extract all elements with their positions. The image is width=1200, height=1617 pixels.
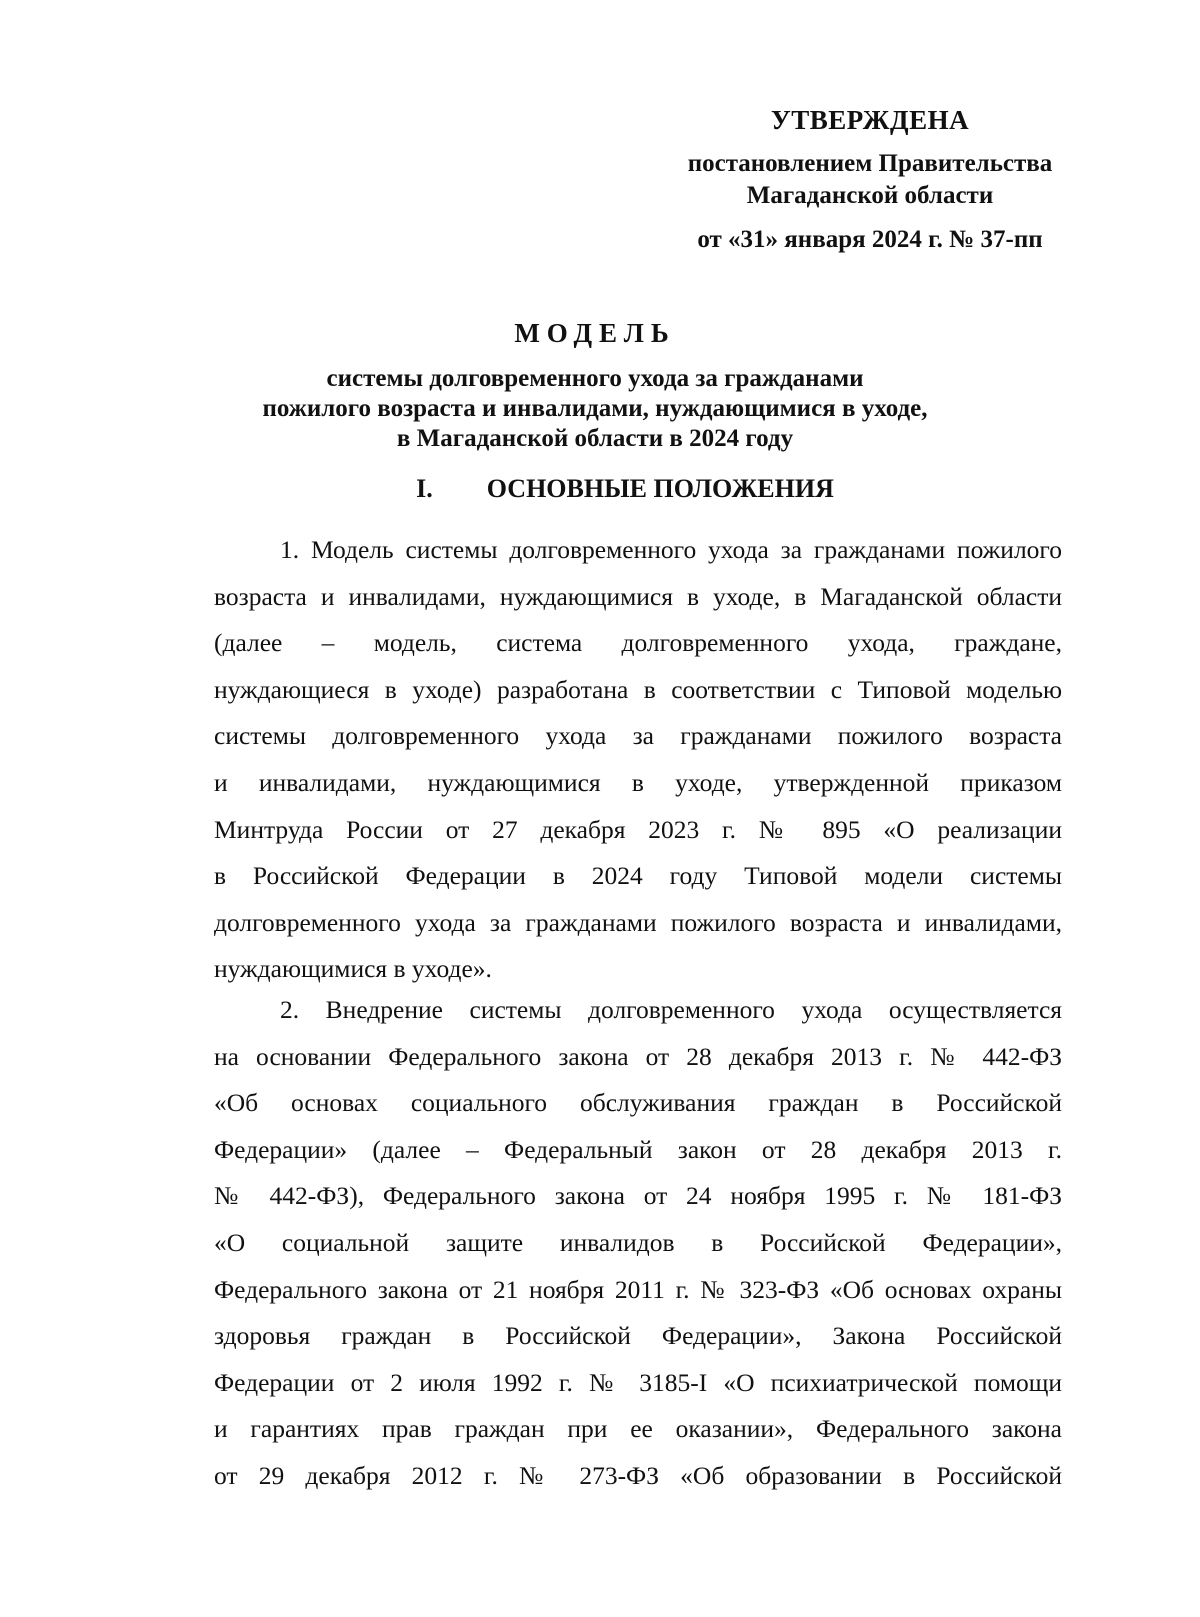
paragraph-line: Минтруда России от 27 декабря 2023 г. № 895 «О реализации xyxy=(214,814,1062,844)
paragraph-line: Федерального закона от 21 ноября 2011 г. № 323-ФЗ «Об основах охраны xyxy=(214,1274,1062,1304)
decree-reference: от «31» января 2024 г. № 37-пп xyxy=(697,226,1043,253)
paragraph-line: Федерации» (далее – Федеральный закон от 28 декабря 2013 г. xyxy=(214,1134,1062,1164)
title-model-word: МОДЕЛЬ xyxy=(514,318,676,348)
paragraph-line: в Российской Федерации в 2024 году Типовой модели системы xyxy=(214,861,1062,891)
paragraph-line: системы долговременного ухода за гражданами пожилого возраста xyxy=(214,721,1062,751)
document-title xyxy=(200,316,990,454)
paragraph-line: 2. Внедрение системы долговременного ухода осуществляется xyxy=(280,995,1062,1024)
paragraph-line: здоровья граждан в Российской Федерации», Закона Российской xyxy=(214,1321,1062,1351)
paragraph-line: (далее – модель, система долговременного ухода, граждане, xyxy=(214,628,1062,658)
paragraph-line: долговременного ухода за гражданами пожилого возраста и инвалидами, xyxy=(214,907,1062,937)
paragraph-line: и инвалидами, нуждающимися в уходе, утвержденной приказом xyxy=(214,767,1062,797)
paragraph-line: 1. Модель системы долговременного ухода за гражданами пожилого xyxy=(280,535,1062,564)
title-subtitle-line-3: в Магаданской области в 2024 году xyxy=(396,425,794,452)
approval-block xyxy=(660,104,1080,256)
paragraph-line: «О социальной защите инвалидов в Российской Федерации», xyxy=(214,1227,1062,1257)
paragraph-line: нуждающимися в уходе». xyxy=(214,954,492,984)
approval-stamp: УТВЕРЖДЕНА xyxy=(770,105,970,135)
approval-line-2: Магаданской области xyxy=(746,182,994,209)
paragraph-line: Федерации от 2 июля 1992 г. № 3185-I «О психиатрической помощи xyxy=(214,1367,1062,1397)
section-number: I. xyxy=(416,474,433,503)
paragraph-line: на основании Федерального закона от 28 декабря 2013 г. № 442-ФЗ xyxy=(214,1041,1062,1071)
paragraph-line: возраста и инвалидами, нуждающимися в уходе, в Магаданской области xyxy=(214,581,1062,611)
paragraph-2 xyxy=(214,987,1062,1500)
paragraph-line: № 442-ФЗ), Федерального закона от 24 ноября 1995 г. № 181-ФЗ xyxy=(214,1181,1062,1211)
paragraph-line: нуждающиеся в уходе) разработана в соответствии с Типовой моделью xyxy=(214,674,1062,704)
paragraph-line: «Об основах социального обслуживания граждан в Российской xyxy=(214,1088,1062,1118)
title-subtitle-line-2: пожилого возраста и инвалидами, нуждающимися в уходе, xyxy=(262,395,928,422)
paragraph-line: и гарантиях прав граждан при ее оказании», Федерального закона xyxy=(214,1414,1062,1444)
paragraph-1 xyxy=(214,527,1062,993)
title-subtitle-line-1: системы долговременного ухода за гражданами xyxy=(326,365,864,392)
approval-line-1: постановлением Правительства xyxy=(687,150,1053,177)
section-heading xyxy=(200,472,1050,506)
section-title: ОСНОВНЫЕ ПОЛОЖЕНИЯ xyxy=(486,474,834,503)
paragraph-line: от 29 декабря 2012 г. № 273-ФЗ «Об образовании в Российской xyxy=(214,1460,1062,1490)
